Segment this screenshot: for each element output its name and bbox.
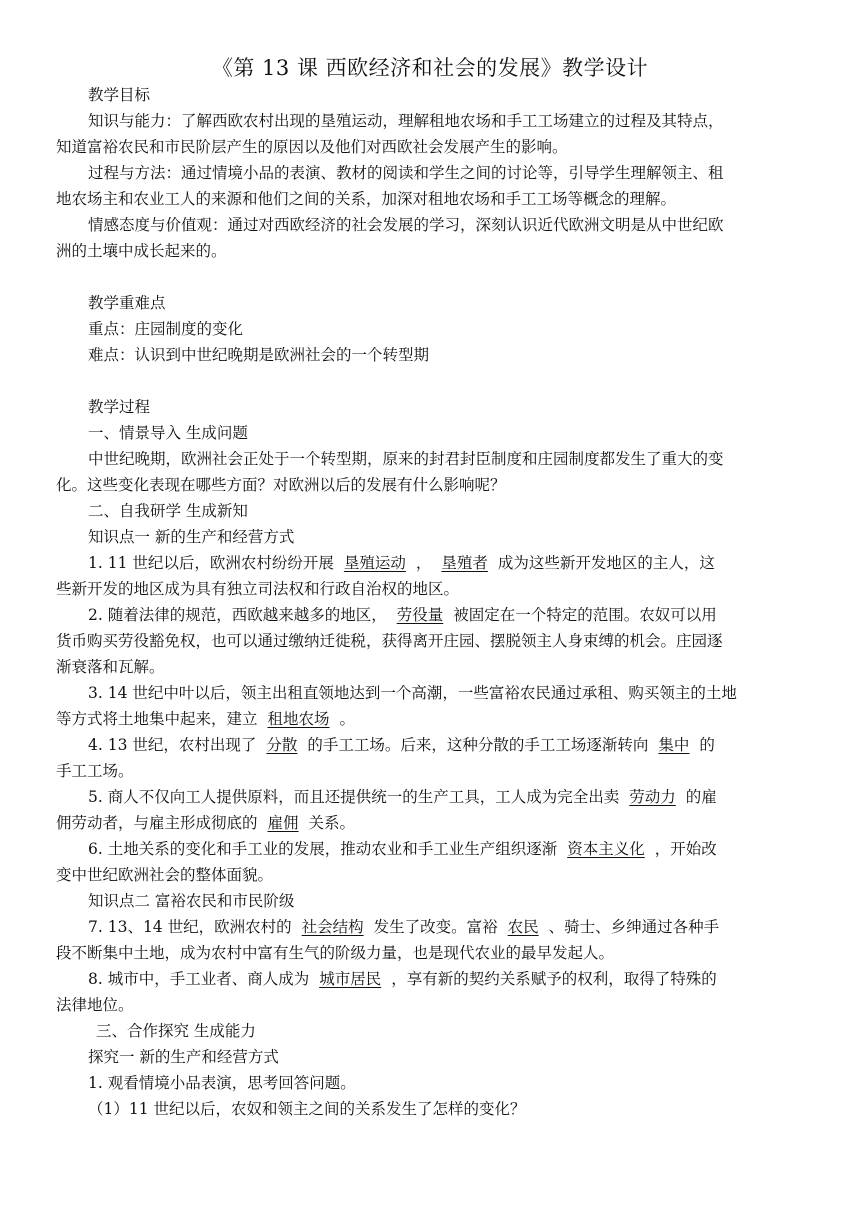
item-5-text-end: 的雇	[685, 788, 717, 806]
key-point: 重点：庄园制度的变化	[88, 320, 244, 338]
item-5-line-2	[56, 812, 355, 834]
item-5-line-1	[88, 786, 717, 808]
item-4-blank-1: 分散	[266, 736, 298, 754]
item-4-text: 4. 13 世纪，农村出现了	[88, 736, 257, 754]
item-7-blank-1: 社会结构	[301, 918, 364, 936]
item-7-text: 7. 13、14 世纪，欧洲农村的	[88, 918, 292, 936]
item-1-text: 1. 11 世纪以后，欧洲农村纷纷开展	[88, 554, 334, 572]
item-5-text-2: 佣劳动者，与雇主形成彻底的	[56, 814, 258, 832]
objective-knowledge-line-2: 知道富裕农民和市民阶层产生的原因以及他们对西欧社会发展产生的影响。	[56, 138, 568, 156]
item-3-blank: 租地农场	[267, 710, 330, 728]
item-5-text: 5. 商人不仅向工人提供原料，而且还提供统一的生产工具，工人成为完全出卖	[88, 788, 620, 806]
item-7-text-end: 、骑士、乡绅通过各种手	[548, 918, 720, 936]
objectives-heading: 教学目标	[88, 86, 151, 104]
item-3-text: 等方式将土地集中起来，建立	[56, 710, 258, 728]
question-1: 1. 观看情境小品表演，思考回答问题。	[88, 1074, 356, 1092]
item-1-blank-1: 垦殖运动	[343, 554, 406, 572]
item-8-text-end: ，享有新的契约关系赋予的权利，取得了特殊的	[391, 970, 717, 988]
item-8-blank: 城市居民	[319, 970, 382, 988]
item-1-comma: ，	[415, 554, 432, 572]
item-3-line-2	[56, 708, 355, 730]
item-6-text: 6. 土地关系的变化和手工业的发展，推动农业和手工业生产组织逐渐	[88, 840, 558, 858]
objective-process-line-2: 地农场主和农业工人的来源和他们之间的关系，加深对租地农场和手工工场等概念的理解。	[56, 190, 677, 208]
item-2-line-2: 货币购买劳役豁免权，也可以通过缴纳迁徙税，获得离开庄园、摆脱领主人身束缚的机会。庄园逐	[56, 632, 723, 650]
item-1-blank-2: 垦殖者	[441, 554, 488, 572]
process-heading: 教学过程	[88, 398, 151, 416]
item-7-blank-2: 农民	[507, 918, 539, 936]
objective-knowledge-line-1: 知识与能力：了解西欧农村出现的垦殖运动，理解租地农场和手工工场建立的过程及其特点，	[88, 112, 724, 130]
item-4-blank-2: 集中	[658, 736, 690, 754]
question-1-1: （1）11 世纪以后，农奴和领主之间的关系发生了怎样的变化？	[88, 1100, 526, 1118]
exploration-1-heading: 探究一 新的生产和经营方式	[88, 1048, 279, 1066]
knowledge-point-1-heading: 知识点一 新的生产和经营方式	[88, 528, 295, 546]
item-5-blank-1: 劳动力	[629, 788, 676, 806]
objective-process-line-1: 过程与方法：通过情境小品的表演、教材的阅读和学生之间的讨论等，引导学生理解领主、租	[88, 164, 724, 182]
item-6-line-2: 变中世纪欧洲社会的整体面貌。	[56, 866, 274, 884]
item-6-text-end: ，开始改	[654, 840, 717, 858]
item-7-line-1	[88, 916, 719, 938]
knowledge-point-2-heading: 知识点二 富裕农民和市民阶级	[88, 892, 295, 910]
item-2-line-3: 渐衰落和瓦解。	[56, 658, 165, 676]
item-6-blank: 资本主义化	[567, 840, 645, 858]
key-points-heading: 教学重难点	[88, 294, 166, 312]
section-1-heading: 一、情景导入 生成问题	[88, 424, 248, 442]
item-4-text-end: 的	[699, 736, 715, 754]
item-4-text-mid: 的手工工场。后来，这种分散的手工工场逐渐转向	[307, 736, 649, 754]
item-8-text: 8. 城市中，手工业者、商人成为	[88, 970, 310, 988]
item-2-line-1	[88, 604, 717, 626]
item-6-line-1	[88, 838, 717, 860]
document-title: 《第 13 课 西欧经济和社会的发展》教学设计	[211, 56, 649, 80]
section-1-text-2: 化。这些变化表现在哪些方面？对欧洲以后的发展有什么影响呢？	[56, 476, 506, 494]
item-3-period: 。	[339, 710, 356, 728]
section-1-text-1: 中世纪晚期，欧洲社会正处于一个转型期，原来的封君封臣制度和庄园制度都发生了重大的变	[88, 450, 724, 468]
item-4-line-2: 手工工场。	[56, 762, 134, 780]
item-2-text: 2. 随着法律的规范，西欧越来越多的地区，	[88, 606, 387, 624]
item-8-line-1	[88, 968, 717, 990]
item-1-line-1	[88, 552, 715, 574]
item-7-line-2: 段不断集中土地，成为农村中富有生气的阶级力量，也是现代农业的最早发起人。	[56, 944, 615, 962]
section-3-heading: 三、合作探究 生成能力	[96, 1022, 256, 1040]
item-4-line-1	[88, 734, 715, 756]
item-3-line-1: 3. 14 世纪中叶以后，领主出租直领地达到一个高潮，一些富裕农民通过承租、购买领主的土地	[88, 684, 737, 702]
item-2-text-end: 被固定在一个特定的范围。农奴可以用	[453, 606, 717, 624]
item-5-text-2-end: 关系。	[308, 814, 356, 832]
difficult-point: 难点：认识到中世纪晚期是欧洲社会的一个转型期	[88, 346, 430, 364]
section-2-heading: 二、自我研学 生成新知	[88, 502, 248, 520]
item-5-blank-2: 雇佣	[267, 814, 299, 832]
objective-emotion-line-1: 情感态度与价值观：通过对西欧经济的社会发展的学习，深刻认识近代欧洲文明是从中世纪欧	[88, 216, 724, 234]
item-1-text-end: 成为这些新开发地区的主人，这	[497, 554, 715, 572]
item-7-text-mid: 发生了改变。富裕	[373, 918, 498, 936]
item-2-blank: 劳役量	[396, 606, 444, 624]
item-8-line-2: 法律地位。	[56, 996, 134, 1014]
objective-emotion-line-2: 洲的土壤中成长起来的。	[56, 242, 227, 260]
item-1-line-2: 些新开发的地区成为具有独立司法权和行政自治权的地区。	[56, 580, 460, 598]
